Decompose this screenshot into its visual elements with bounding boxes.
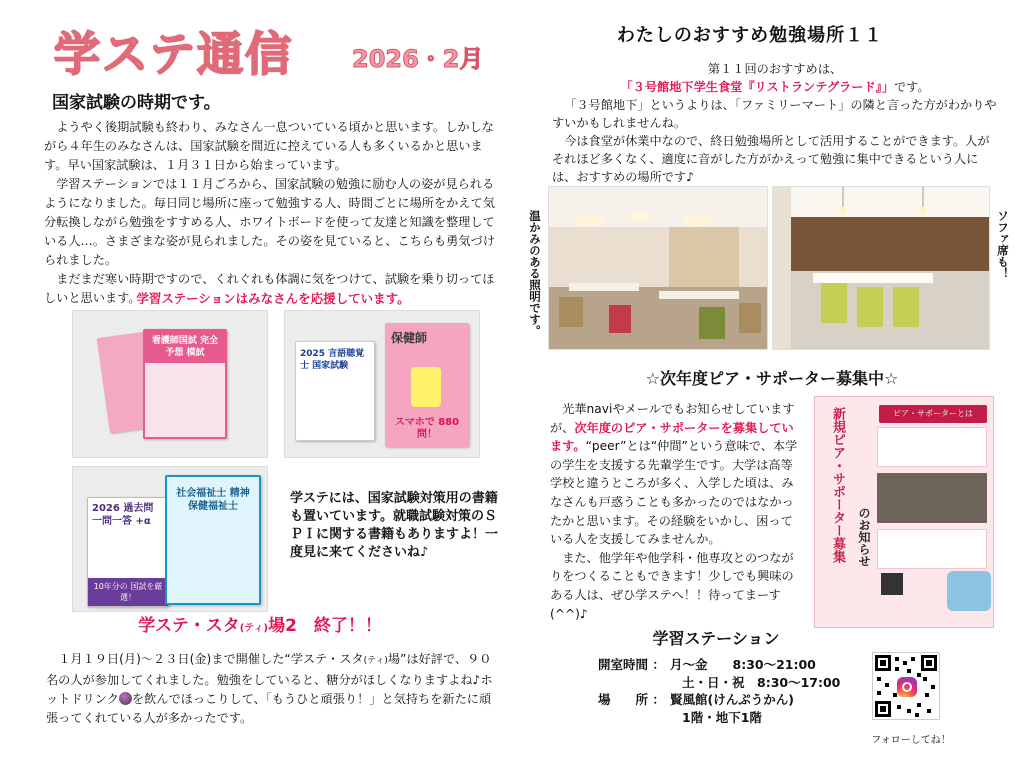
- place-suffix: です。: [893, 80, 930, 94]
- title-end: 場2 終了！！: [268, 616, 382, 636]
- station-title: 学習ステーション: [652, 629, 780, 648]
- section-event-body: [46, 650, 502, 728]
- peer-supporter-poster: [814, 396, 994, 628]
- text: １月１９日(月)～２３日(金)まで開催した“学ステ・スタ: [58, 652, 364, 666]
- photo-nursing-books: [72, 310, 268, 458]
- masthead-title: 学ステ通信: [54, 27, 294, 81]
- place-label: 場 所 ：: [598, 692, 665, 707]
- poster-label: ピア・サポーターとは: [879, 405, 987, 423]
- section-study-place-title: わたしのおすすめ勉強場所１１: [616, 25, 884, 46]
- book-title: 10年分の 国試を厳選！: [88, 578, 168, 606]
- hours-weekend-row: [598, 674, 840, 692]
- paragraph: 今は食堂が休業中なので、終日勉強場所として活用することができます。人がそれほど多くなく、適度に音がした方がかえって勉強に集中できるという人には、おすすめの場所です♪: [552, 134, 990, 184]
- book-title: 保健師: [391, 331, 428, 345]
- hours-label: 開室時間 ：: [598, 657, 665, 672]
- place-row: [598, 691, 840, 709]
- paragraph: また、他学年や他学科・他専攻とのつながりをつくることもできます！少しでも興味のある人は、ぜひ学ステへ！！待ってまーす(^^)♪: [550, 550, 794, 621]
- paragraph: 「３号館地下」というよりは、「ファミリーマート」の隣と言った方がわかりやすいかもしれませんね。: [552, 98, 997, 130]
- caption-sofa: ソファ席も！: [996, 210, 1010, 279]
- book-title: 看護師国試 完全予想 模試: [145, 331, 225, 363]
- place-floors: 1階・地下1階: [682, 709, 762, 725]
- masthead-date: 2026・2月: [352, 45, 484, 73]
- section-peer-supporter-title: ☆次年度ピア・サポーター募集中☆: [645, 369, 899, 388]
- instagram-qr-code[interactable]: [872, 652, 940, 720]
- text-small: (ティ): [363, 656, 388, 666]
- books-note: 学ステには、国家試験対策用の書籍も置いています。就職試験対策のＳＰＩに関する書籍もありますよ！一度見に来てくださいね♪: [290, 491, 499, 560]
- paragraph: ようやく後期試験も終わり、みなさん一息ついている頃かと思います。しかしながら４年生のみなさんは、国家試験を間近に控えている人も多くいるかと思います。早い国家試験は、１月３１日から始まっています。: [44, 120, 494, 172]
- follow-us-label: フォローしてね！: [871, 735, 951, 746]
- paragraph: まだまだ寒い時期ですので、くれぐれも体調に気をつけて、試験を乗り切ってほしいと思います。: [44, 272, 495, 305]
- book-title: 社会福祉士 精神保健福祉士: [176, 488, 250, 512]
- photo-exam-books: [284, 310, 480, 458]
- place-line: [552, 78, 998, 96]
- section-peer-supporter-body: [550, 400, 804, 623]
- hours-weekday-row: [598, 656, 840, 674]
- poster-title: 新規ピア・サポーター募集: [830, 407, 845, 563]
- book-title: 2026 過去問 一問一答 +α: [92, 503, 154, 527]
- poster-subtitle: のお知らせ: [857, 507, 871, 567]
- section-exam-title: 国家試験の時期です。: [52, 93, 221, 113]
- hot-drink-icon: [119, 692, 132, 705]
- caption-lighting: 温かみのある照明です。: [528, 210, 542, 337]
- hours-weekend: 土・日・祝 8:30～17:00: [682, 674, 841, 690]
- photo-welfare-books: [72, 466, 268, 612]
- support-message: 学習ステーションはみなさんを応援しています。: [136, 291, 410, 306]
- place-floor-row: [598, 709, 840, 727]
- text: “peer”とは“仲間”という意味で、本学の学生を支援する先輩学生です。大学は高等学校と違うところが多く、入学した頃は、みなさんも戸惑うことも多かったのではなかったかと思います。その経験をいかし、困っている人を支援してみませんか。: [550, 439, 798, 547]
- instagram-icon: [897, 677, 917, 697]
- paragraph: 学習ステーションでは１１月ごろから、国家試験の勉強に励む人の姿が見られるようになりました。毎日同じ場所に座って勉強する人、時間ごとに場所をかえて気分転換しながら勉強をすすめる人、ホワイトボードを使って友達と知識を整理している人…。さまざまな姿が見られました。その姿を見ていると、こちらも勇気づけられました。: [44, 177, 495, 267]
- text: 場”は好評で、９０名の人が参加してくれました。勉強をしていると、糖分がほしくなりますよね♪ホットドリンク: [46, 652, 493, 706]
- text: を飲んでほっこりして、「もうひと頑張り！」と気持ちを新たに頑張ってくれている人が多かったです。: [46, 692, 492, 725]
- section-study-place-body: [552, 60, 998, 186]
- intro-line: 第１１回のおすすめは、: [707, 62, 843, 76]
- paragraph: [46, 650, 502, 728]
- highlight-text: 次年度のピア・サポーターを募集しています。: [550, 420, 794, 454]
- book-title: スマホで 880問！: [394, 417, 460, 440]
- photo-cafeteria-lighting: [548, 186, 768, 350]
- section-exam-body: [44, 118, 502, 308]
- place-name: 「３号館地下学生食堂『リストランテグラード』」: [620, 80, 894, 94]
- paragraph: [550, 400, 804, 549]
- title-small: (ティ): [239, 623, 269, 634]
- place-name: 賢風館(けんぷうかん): [670, 692, 794, 707]
- station-info: [598, 656, 840, 726]
- title-main: 学ステ・スタ: [138, 616, 240, 636]
- hours-weekday: 月～金 8:30～21:00: [670, 657, 816, 672]
- text: 光華naviやメールでもお知らせしていますが、: [550, 402, 795, 435]
- photo-cafeteria-sofa: [772, 186, 990, 350]
- section-event-title: [110, 614, 410, 641]
- book-title: 2025 言語聴覚士 国家試験: [300, 349, 365, 371]
